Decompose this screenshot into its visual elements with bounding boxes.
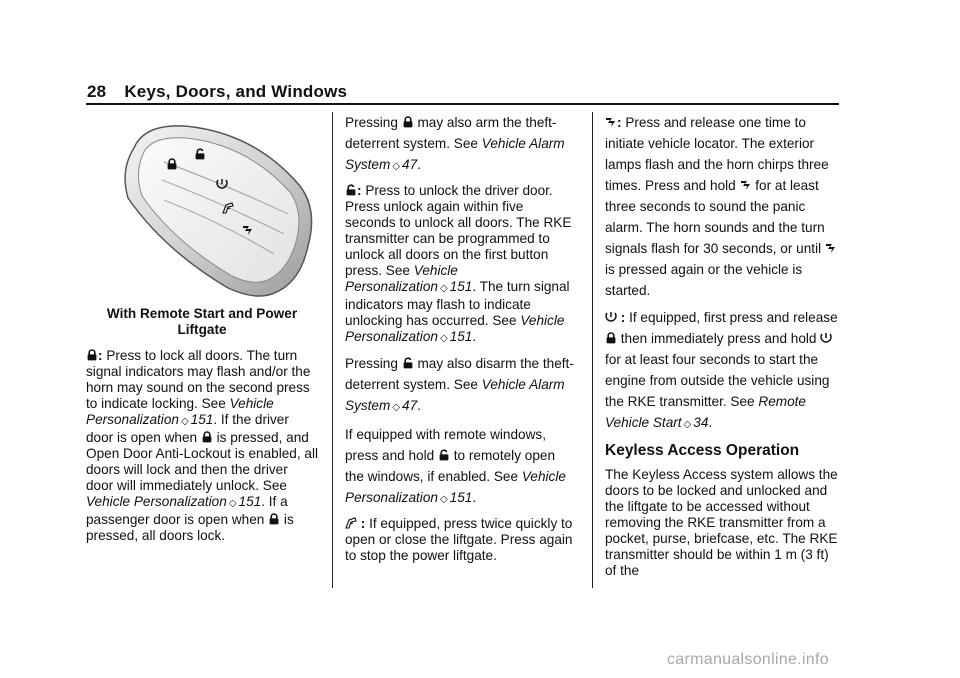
vehicle-personalization-link[interactable]: Vehicle Personalization: [345, 469, 566, 505]
page-title: Keys, Doors, and Windows: [124, 82, 348, 101]
lock-icon: [268, 513, 280, 525]
vehicle-locator-icon: [605, 116, 617, 128]
keyless-access-paragraph: The Keyless Access system allows the doors to be locked and unlocked and the liftgate to be accessed without removing the RKE transmitter from a pocket, purse, briefcase, etc. The RKE transmitter should be within 1 m (3 ft) of the: [605, 467, 838, 578]
column-2: [345, 112, 577, 570]
vehicle-personalization-link[interactable]: Vehicle Personalization: [86, 396, 274, 427]
column-1: [86, 112, 318, 550]
lock-icon: [605, 332, 617, 344]
figure-caption: With Remote Start and Power Liftgate: [106, 306, 298, 337]
unlock-icon: [402, 357, 414, 369]
page-ref-arrow-icon: ◇: [439, 283, 448, 294]
key-fob-illustration: [104, 118, 320, 300]
vehicle-locator-icon: [825, 242, 837, 254]
page-ref-arrow-icon: ◇: [392, 402, 401, 413]
remote-vehicle-start-link[interactable]: Remote Vehicle Start: [605, 394, 806, 430]
page-ref-arrow-icon: ◇: [439, 333, 448, 344]
arm-paragraph: Pressing may also arm the theft-deterrent system. See Vehicle Alarm System ◇ 47.: [345, 115, 565, 172]
page-ref-arrow-icon: ◇: [228, 498, 237, 509]
column-divider-2: [592, 112, 593, 588]
remote-start-paragraph: : If equipped, first press and release then immediately press and hold for at least four seconds to start the engine from outside the vehicle using the RKE transmitter. See Remote Vehicle Start ◇ 34.: [605, 310, 838, 430]
remote-start-icon: [820, 332, 832, 344]
unlock-icon: [438, 449, 450, 461]
lock-icon: [86, 349, 98, 361]
unlock-paragraph: : Press to unlock the driver door. Press unlock again within five seconds to unlock all doors. The RKE transmitter can be programmed to unlock all doors on the first button press. See Vehicle Personalization ◇ 151. The turn signal indicators may flash to indicate unlocking has occurred. See Vehicle Personalization ◇ 151.: [345, 183, 572, 344]
page-ref-arrow-icon: ◇: [392, 161, 401, 172]
liftgate-paragraph: : If equipped, press twice quickly to open or close the liftgate. Press again to stop the power liftgate.: [345, 516, 573, 563]
windows-paragraph: If equipped with remote windows, press and hold to remotely open the windows, if enabled. See Vehicle Personalization ◇ 151.: [345, 427, 566, 505]
unlock-icon: [345, 184, 357, 196]
vehicle-alarm-system-link[interactable]: Vehicle Alarm System: [345, 136, 565, 172]
page-number: 28: [87, 82, 107, 101]
page-ref-arrow-icon: ◇: [180, 416, 189, 427]
header-rule: [86, 103, 839, 105]
liftgate-icon: [345, 517, 357, 529]
vehicle-personalization-link[interactable]: Vehicle Personalization: [345, 263, 458, 294]
column-divider-1: [332, 112, 333, 588]
page-ref-arrow-icon: ◇: [683, 419, 692, 430]
vehicle-alarm-system-link[interactable]: Vehicle Alarm System: [345, 377, 565, 413]
locator-paragraph: : Press and release one time to initiate vehicle locator. The exterior lamps flash and the horn chirps three times. Press and hold for at least three seconds to sound the panic alarm. The horn sounds and the turn signals flash for 30 seconds, or until is pressed again or the vehicle is started.: [605, 112, 841, 301]
keyless-access-heading: Keyless Access Operation: [605, 442, 800, 459]
watermark: carmanualsonline.info: [667, 651, 829, 668]
vehicle-personalization-link[interactable]: Vehicle Personalization: [86, 494, 227, 509]
page-ref-arrow-icon: ◇: [439, 494, 448, 505]
lock-icon: [201, 431, 213, 443]
vehicle-locator-icon: [740, 179, 752, 191]
lock-icon: [402, 116, 414, 128]
page-header: [87, 82, 347, 102]
column-3: [605, 112, 841, 585]
remote-start-icon: [605, 311, 617, 323]
disarm-paragraph: Pressing may also disarm the theft-deterrent system. See Vehicle Alarm System ◇ 47.: [345, 356, 574, 413]
lock-paragraph: : Press to lock all doors. The turn signal indicators may flash and/or the horn may sound on the second press to indicate locking. See Vehicle Personalization ◇ 151. If the driver door is open when is pressed, and Open Door Anti-Lockout is enabled, all doors will lock and then the driver door will immediately unlock. See Vehicle Personalization ◇ 151. If a passenger door is open when is pressed, all doors lock.: [86, 348, 318, 543]
vehicle-personalization-link[interactable]: Vehicle Personalization: [345, 313, 565, 344]
